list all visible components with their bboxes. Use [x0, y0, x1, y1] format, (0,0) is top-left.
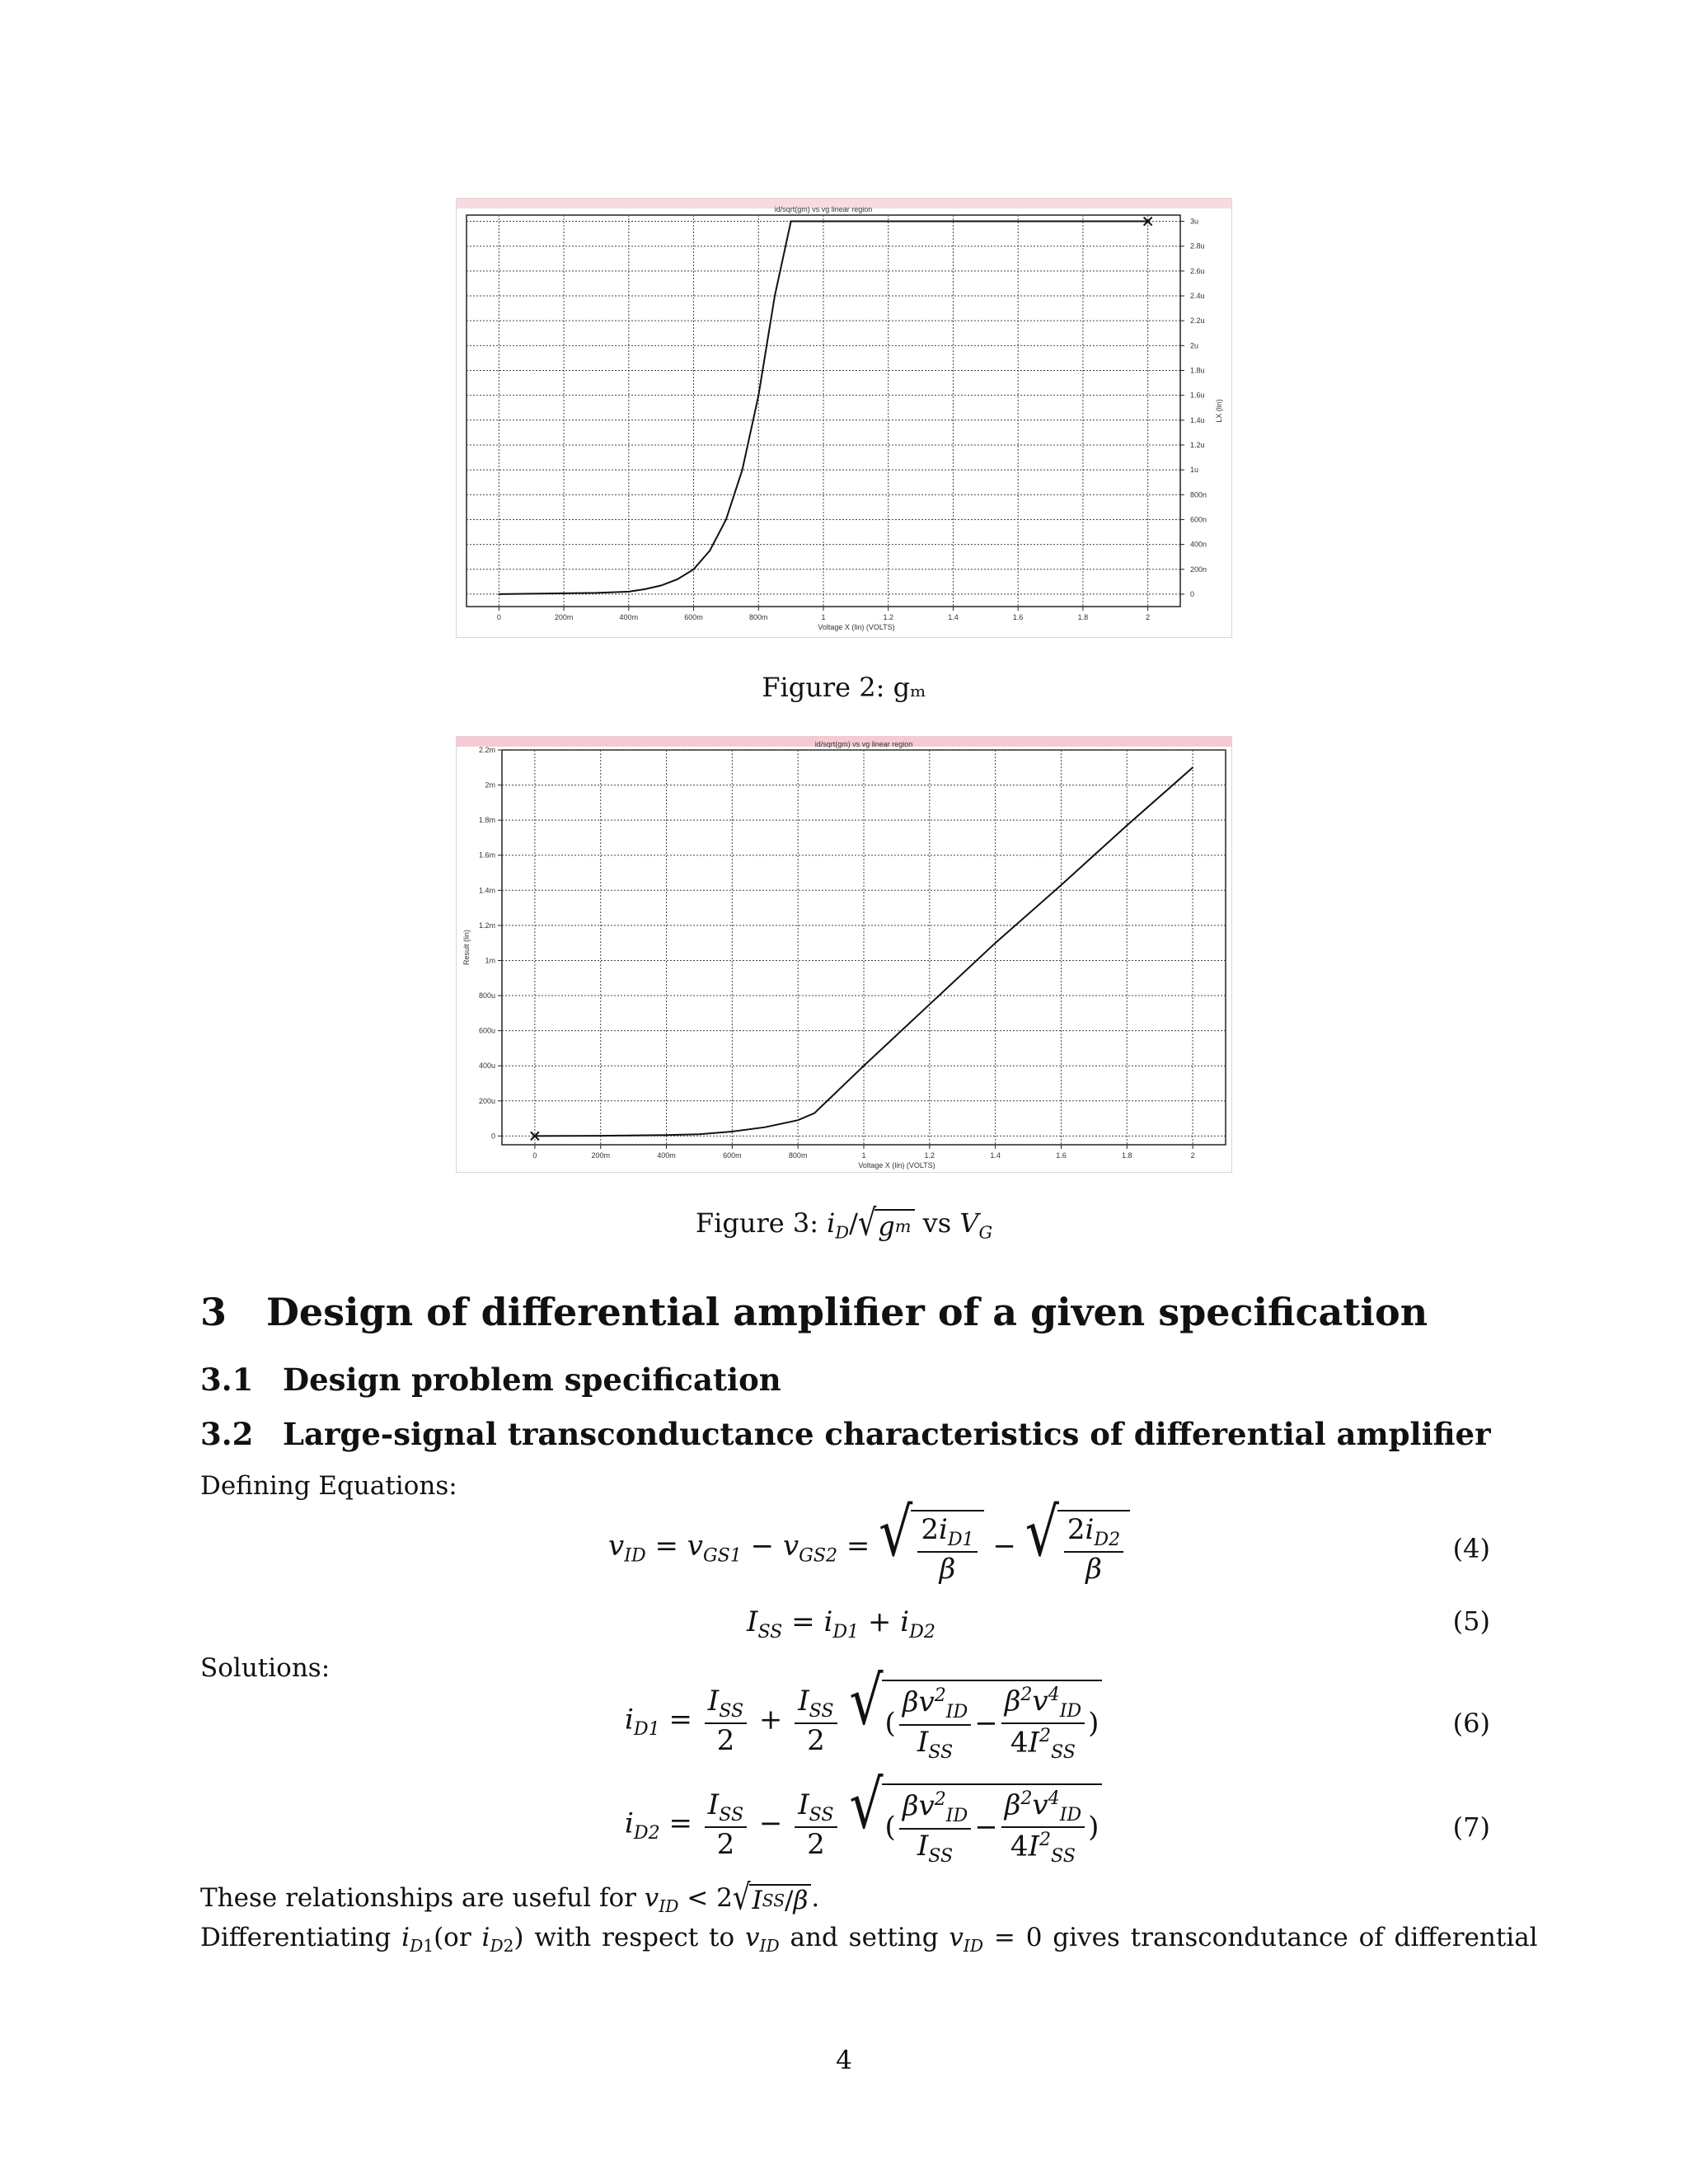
y-tick-label: 3u	[1190, 217, 1199, 226]
data-point	[725, 519, 727, 521]
chart-title: id/sqrt(gm) vs vg linear region	[814, 740, 913, 748]
y-tick-label: 1m	[485, 956, 495, 965]
equation-6: $i_{D1}$ = $\frac{I_{SS}}{2}$ + $\frac{I_{SS}}{2}$ √ ( $\frac{\beta v^2_{ID}}{I_{SS}}$ − $\frac{\beta^2v^4_{ID}}{4I^2_{SS}}$ )	[625, 1680, 1102, 1763]
x-tick-label: 1.4	[990, 1151, 1001, 1160]
differentiating-text: Differentiating $i_{D1}(or$ $i_{D2}$) with respect to $v_{ID}$ and setting $v_{ID} = 0$ gives transcondutance of differential	[200, 1923, 1538, 1957]
data-point	[790, 221, 792, 223]
x-tick-label: 1.8	[1122, 1151, 1132, 1160]
y-tick-label: 2.2m	[478, 746, 495, 754]
y-tick-label: 1.2u	[1190, 440, 1205, 449]
data-point	[774, 295, 776, 297]
x-tick-label: 400m	[619, 613, 639, 621]
equation-4: $v_{ID} = v_{GS1} - v_{GS2}$ = √ $\frac{2i_{D1}}{\beta}$ − √ $\frac{2i_{D2}}{\beta}$	[608, 1510, 1130, 1585]
data-point	[742, 469, 743, 471]
x-tick-label: 1.2	[924, 1151, 935, 1160]
solutions-label: Solutions:	[200, 1653, 331, 1683]
section-3-title: Design of differential amplifier of a given specification	[266, 1290, 1428, 1334]
equation-5: $I_{SS} = i_{D1} + i_{D2}$	[747, 1605, 935, 1643]
y-tick-label: 2.4u	[1190, 292, 1205, 301]
equation-6-number: (6)	[1452, 1708, 1490, 1739]
y-tick-label: 200n	[1190, 565, 1207, 574]
x-tick-label: 1	[821, 613, 826, 621]
equation-5-number: (5)	[1452, 1605, 1490, 1637]
y-tick-label: 1u	[1190, 466, 1199, 475]
data-point	[699, 1133, 701, 1135]
x-tick-label: 1.8	[1077, 613, 1089, 621]
useful-text: These relationships are useful for	[200, 1883, 645, 1913]
data-point	[709, 550, 710, 551]
y-tick-label: 400n	[1190, 540, 1207, 549]
data-point	[499, 593, 500, 595]
x-axis-label: Voltage X (lin) (VOLTS)	[858, 1161, 935, 1169]
data-point	[596, 593, 598, 594]
x-tick-label: 600m	[723, 1151, 742, 1160]
equation-4-number: (4)	[1452, 1533, 1490, 1564]
data-point	[732, 1131, 734, 1132]
page-number: 4	[836, 2046, 852, 2075]
data-point	[757, 395, 759, 396]
equation-7-number: (7)	[1452, 1811, 1490, 1843]
y-tick-label: 1.6u	[1190, 391, 1205, 400]
y-tick-label: 0	[490, 1132, 495, 1141]
y-tick-label: 2m	[485, 780, 495, 790]
x-tick-label: 1.6	[1012, 613, 1024, 621]
figure-3-plot	[456, 736, 1232, 1173]
x-tick-label: 1.4	[948, 613, 959, 621]
figure-3-caption-prefix: Figure 3:	[695, 1207, 828, 1239]
y-tick-label: 1.8m	[478, 816, 495, 825]
data-point	[764, 1127, 766, 1128]
x-axis-label: Voltage X (lin) (VOLTS)	[818, 623, 895, 631]
figure-2-chart	[457, 199, 1231, 637]
y-tick-label: 1.4m	[478, 886, 495, 895]
data-point	[1126, 825, 1128, 827]
x-tick-label: 200m	[554, 613, 574, 621]
section-3-1-number: 3.1	[200, 1361, 254, 1398]
y-tick-label: 2u	[1190, 341, 1199, 350]
data-point	[814, 1113, 815, 1114]
data-point	[929, 1004, 931, 1005]
y-tick-label: 800n	[1190, 490, 1207, 499]
x-tick-label: 600m	[684, 613, 703, 621]
data-point	[797, 1119, 799, 1121]
section-3-heading	[200, 1290, 1428, 1334]
data-point	[830, 1097, 832, 1099]
data-point	[1192, 766, 1193, 768]
section-3-number: 3	[200, 1290, 227, 1334]
data-point	[666, 1134, 668, 1136]
sqrt-sign: √ g m	[858, 1209, 915, 1242]
y-tick-label: 1.6m	[478, 851, 495, 860]
plot-area	[502, 750, 1226, 1145]
data-point	[823, 221, 824, 223]
y-tick-label: 1.4u	[1190, 415, 1205, 424]
x-tick-label: 0	[496, 613, 501, 621]
data-point	[863, 1065, 865, 1066]
data-point	[628, 591, 630, 593]
figure-3-caption: Figure 3: $i_D/$ √ g m vs $V_G$	[695, 1201, 993, 1244]
data-point	[677, 579, 678, 580]
y-tick-label: 2.6u	[1190, 266, 1205, 275]
useful-condition-text: These relationships are useful for $v_{ID} < 2$ √ I SS / β .	[200, 1877, 820, 1918]
figure-2-plot	[456, 198, 1232, 638]
figure-3-chart	[457, 737, 1231, 1172]
y-tick-label: 2.2u	[1190, 316, 1205, 326]
x-tick-label: 2	[1146, 613, 1151, 621]
x-tick-label: 1	[861, 1151, 866, 1160]
y-axis-label: LX (lin)	[1215, 399, 1223, 423]
equation-7: $i_{D2}$ = $\frac{I_{SS}}{2}$ − $\frac{I_{SS}}{2}$ √ ( $\frac{\beta v^2_{ID}}{I_{SS}}$ − $\frac{\beta^2v^4_{ID}}{4I^2_{SS}}$ )	[625, 1783, 1102, 1867]
x-tick-label: 2	[1190, 1151, 1195, 1160]
y-tick-label: 2.8u	[1190, 241, 1205, 251]
x-tick-label: 1.6	[1056, 1151, 1067, 1160]
y-tick-label: 600u	[478, 1026, 495, 1035]
data-point	[645, 588, 646, 590]
defining-equations-label: Defining Equations:	[200, 1471, 457, 1501]
x-tick-label: 800m	[749, 613, 768, 621]
data-point	[660, 585, 662, 587]
x-tick-label: 1.2	[883, 613, 893, 621]
data-point	[693, 569, 695, 570]
figure-2-caption: Figure 2: gₘ	[762, 672, 926, 703]
section-3-2-title: Large-signal transconductance characteristics of differential amplifier	[283, 1416, 1491, 1452]
x-tick-label: 800m	[788, 1151, 808, 1160]
section-3-2-heading	[200, 1416, 1491, 1452]
data-point	[1061, 884, 1062, 886]
section-3-1-title: Design problem specification	[283, 1361, 781, 1398]
x-tick-label: 400m	[657, 1151, 676, 1160]
section-3-2-number: 3.2	[200, 1416, 254, 1452]
y-tick-label: 0	[1190, 589, 1195, 598]
y-tick-label: 1.2m	[478, 921, 495, 930]
y-tick-label: 600n	[1190, 515, 1207, 524]
y-tick-label: 200u	[478, 1096, 495, 1105]
chart-title: id/sqrt(gm) vs vg linear region	[774, 205, 873, 213]
section-3-1-heading	[200, 1361, 781, 1398]
x-tick-label: 0	[532, 1151, 537, 1160]
y-axis-label: Result (lin)	[462, 929, 471, 966]
y-tick-label: 400u	[478, 1062, 495, 1071]
data-point	[600, 1135, 602, 1137]
x-tick-label: 200m	[591, 1151, 610, 1160]
data-point	[995, 942, 996, 944]
y-tick-label: 1.8u	[1190, 366, 1205, 375]
y-tick-label: 800u	[478, 991, 495, 1001]
